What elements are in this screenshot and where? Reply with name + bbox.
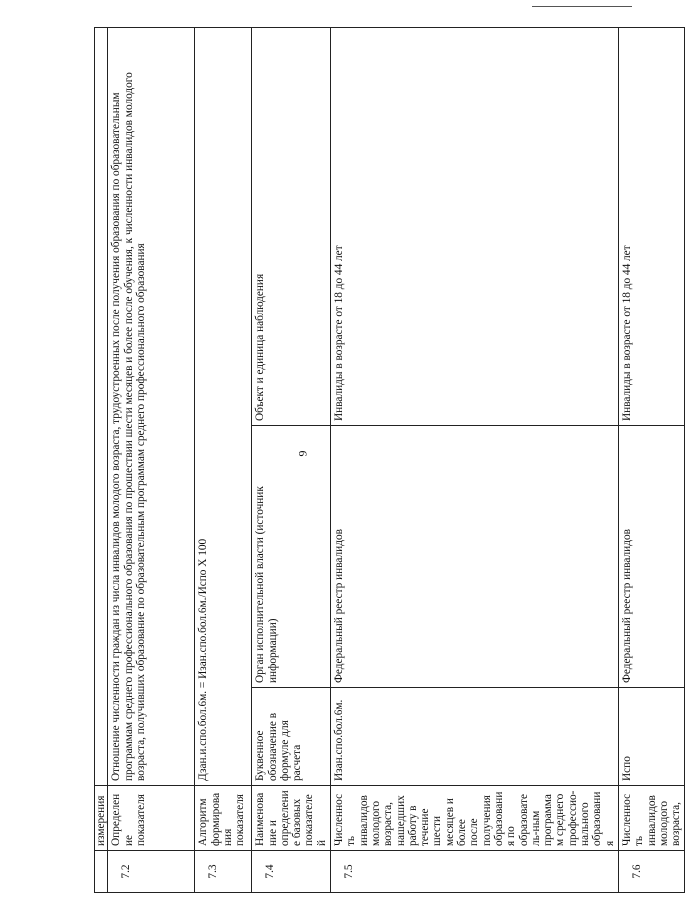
row-number: 7.3	[195, 851, 252, 893]
row-name: Численность инвалидов молодого возраста, нашедших работу в течение шести месяцев и более после получения образования по образователь-ным программам среднего профессио-нального образования	[331, 786, 619, 851]
table-row	[108, 28, 195, 893]
top-rule	[532, 6, 632, 7]
object-cell: Инвалиды в возрасте от 18 до 44 лет	[618, 28, 684, 426]
row-name: Наименование и определение базовых показателей	[252, 786, 331, 851]
letter-cell: Изан.спо.бол.6м.	[331, 688, 619, 786]
indicator-table	[94, 27, 685, 893]
indicator-table-sheet	[94, 28, 683, 893]
source-cell: Федеральный реестр инвалидов	[331, 426, 619, 688]
table-row	[618, 28, 684, 893]
row-number: 7.2	[108, 851, 195, 893]
source-cell: Федеральный реестр инвалидов	[618, 426, 684, 688]
letter-cell: Испо	[618, 688, 684, 786]
object-cell: Инвалиды в возрасте от 18 до 44 лет	[331, 28, 619, 426]
column-header-object: Объект и единица наблюдения	[252, 28, 331, 426]
definition-text: Отношение численности граждан из числа инвалидов молодого возраста, трудоустроенных после получения образования по образовательным программам среднего профессионального образования по прошествии шести месяцев и более после обучения, к численности инвалидов молодого возраста, получивших образование по образовательным программам среднего профессионального образования	[108, 28, 195, 786]
table-row	[195, 28, 252, 893]
column-header-letter: Буквенное обозначение в формуле для расчета	[252, 688, 331, 786]
column-header-source: Орган исполнительной власти (источник информации)	[252, 426, 331, 688]
head-cell: измерения	[95, 786, 108, 851]
formula-text: Дзан.и.спо.бол.6м. = Изан.спо.бол.6м./Испо Х 100	[195, 28, 252, 786]
table-row	[331, 28, 619, 893]
page-number: 9	[295, 450, 310, 457]
row-number: 7.6	[618, 851, 684, 893]
row-number: 7.4	[252, 851, 331, 893]
row-name: Численность инвалидов молодого возраста,	[618, 786, 684, 851]
row-number: 7.5	[331, 851, 619, 893]
table-row	[252, 28, 331, 893]
row-name: Алгоритм формирования показателя	[195, 786, 252, 851]
table-row	[95, 28, 108, 893]
row-name: Определение показателя	[108, 786, 195, 851]
